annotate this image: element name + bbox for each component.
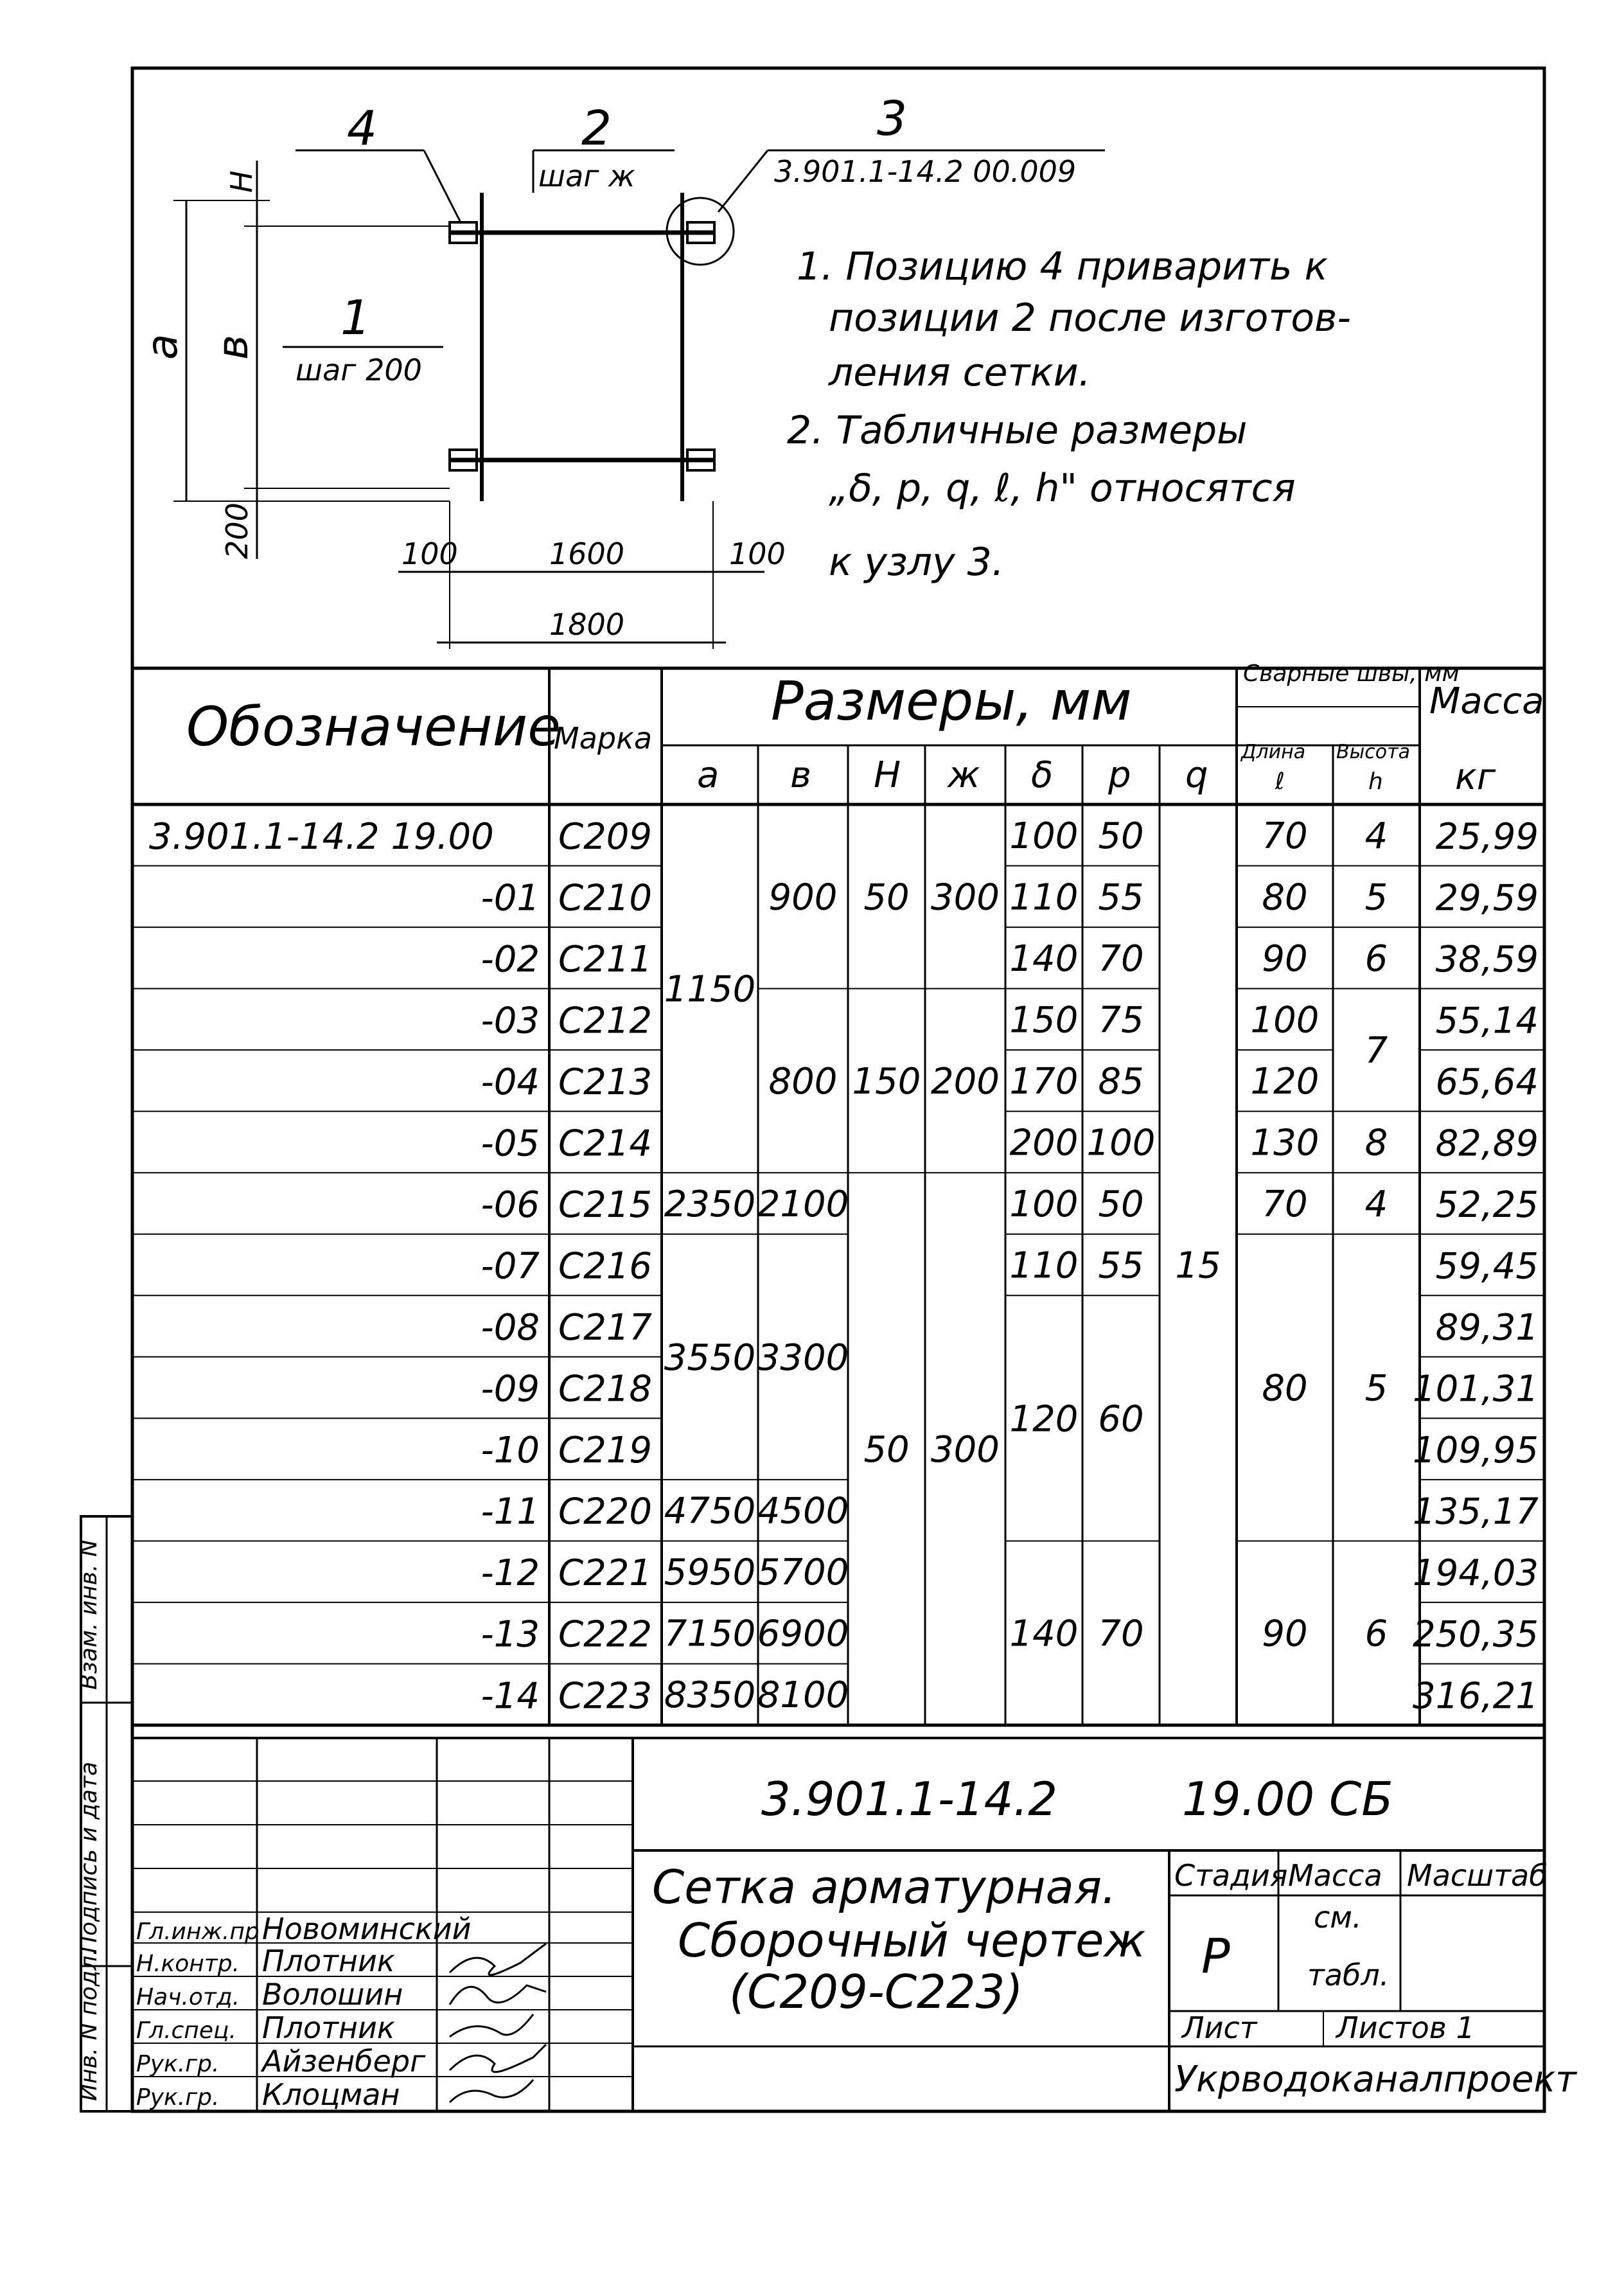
weld-length-cell: 120	[1250, 1060, 1320, 1103]
delta-cell: 200	[1009, 1122, 1079, 1164]
weld-height-cell: 6	[1364, 1613, 1388, 1655]
side-stamp-inv-repl: Взам. инв. N	[76, 1539, 102, 1690]
designation-cell: 3.901.1-14.2 19.00	[149, 815, 494, 858]
designation-cell: -07	[481, 1245, 540, 1288]
callout-3-number: 3	[877, 91, 908, 146]
stage-value: Р	[1201, 1929, 1230, 1984]
signature-3	[450, 2014, 533, 2037]
mark-cell: С222	[558, 1613, 652, 1656]
stage-label: Стадия	[1174, 1858, 1288, 1893]
doc-code: 3.901.1-14.2	[761, 1772, 1058, 1826]
designation-cell: -02	[481, 938, 540, 980]
mass-cell: 38,59	[1435, 938, 1539, 980]
callout-3-leader	[718, 150, 768, 212]
mark-cell: С220	[558, 1491, 652, 1533]
merged-cells	[662, 815, 1420, 1716]
h-cell: 50	[863, 876, 910, 919]
mass-cell: 135,17	[1413, 1491, 1539, 1533]
mark-cell: С209	[558, 815, 652, 858]
hdr-a: a	[697, 754, 719, 796]
note-line-3: ления сетки.	[829, 350, 1091, 395]
designation-cell: -09	[481, 1368, 540, 1410]
hdr-h: H	[874, 754, 901, 796]
mass-cell: 55,14	[1435, 1000, 1539, 1042]
mark-cell: С212	[558, 1000, 652, 1042]
hdr-length-sym: ℓ	[1275, 768, 1285, 795]
mass-cell: 101,31	[1413, 1368, 1539, 1410]
hdr-height-sym: h	[1368, 768, 1383, 795]
designation-cell: -10	[481, 1430, 540, 1472]
dim-a-label: a	[137, 333, 187, 360]
hdr-welds: Сварные швы, мм	[1243, 661, 1460, 687]
hdr-zh: ж	[948, 754, 980, 796]
delta-cell: 150	[1009, 999, 1079, 1042]
mass-cell: 59,45	[1435, 1245, 1539, 1288]
staff-role: Гл.инж.пр	[136, 1919, 260, 1945]
p-cell: 75	[1098, 999, 1144, 1042]
staff-list	[136, 1911, 472, 2112]
mass-label: Масса	[1288, 1858, 1382, 1893]
sheet-label: Лист	[1182, 2010, 1257, 2045]
weld-length-cell: 80	[1262, 1367, 1308, 1410]
mass-value-1: см.	[1314, 1900, 1362, 1935]
title-line-1: Сетка арматурная.	[652, 1860, 1116, 1914]
staff-role: Гл.спец.	[136, 2017, 236, 2044]
callout-2-pitch: шаг ж	[538, 159, 635, 193]
designation-cell: -06	[481, 1184, 540, 1226]
delta-cell: 100	[1009, 1183, 1079, 1225]
mark-cell: С221	[558, 1552, 652, 1595]
mass-cell: 194,03	[1413, 1552, 1539, 1595]
delta-cell: 100	[1009, 815, 1079, 857]
side-stamp-inv-orig: Инв. N подл.	[76, 1948, 102, 2101]
hdr-p: р	[1108, 754, 1131, 796]
hdr-mark: Марка	[554, 721, 653, 756]
mark-cell: С218	[558, 1368, 652, 1410]
col-mark	[549, 816, 662, 1717]
hdr-delta: δ	[1031, 754, 1054, 796]
hdr-kg: кг	[1455, 756, 1496, 798]
staff-role: Н.контр.	[136, 1951, 240, 1977]
hdr-b: в	[790, 754, 812, 796]
mass-cell: 29,59	[1435, 877, 1539, 919]
a-cell: 8350	[664, 1674, 756, 1717]
delta-cell: 170	[1009, 1060, 1079, 1103]
hdr-sizes: Размеры, мм	[771, 670, 1132, 732]
callout-4-leader	[424, 150, 461, 224]
callout-1-pitch: шаг 200	[296, 353, 422, 387]
q-cell: 15	[1175, 1245, 1221, 1287]
staff-name: Плотник	[262, 1944, 395, 1978]
delta-cell: 110	[1009, 1245, 1079, 1287]
p-cell: 60	[1098, 1398, 1144, 1441]
weld-height-cell: 4	[1364, 815, 1388, 857]
h-cell: 150	[852, 1060, 921, 1103]
hdr-q: q	[1185, 754, 1208, 796]
a-cell: 4750	[664, 1490, 756, 1532]
p-cell: 55	[1098, 876, 1144, 919]
staff-role: Нач.отд.	[136, 1984, 240, 2010]
col-mass	[1413, 816, 1544, 1717]
weld-height-cell: 8	[1364, 1122, 1388, 1164]
dim-b-label: в	[208, 335, 258, 360]
p-cell: 70	[1098, 1613, 1144, 1655]
designation-cell: -04	[481, 1061, 540, 1103]
b-cell: 4500	[757, 1490, 849, 1532]
h-cell: 50	[863, 1429, 910, 1471]
staff-name: Клоцман	[262, 2077, 400, 2112]
mark-cell: С211	[558, 938, 652, 980]
mass-cell: 89,31	[1435, 1307, 1539, 1349]
title-block	[132, 1738, 1577, 2112]
sheets-label: Листов 1	[1336, 2010, 1475, 2045]
weld-length-cell: 80	[1262, 876, 1308, 919]
dim-1600-label: 1600	[549, 536, 625, 571]
mass-cell: 250,35	[1413, 1613, 1539, 1656]
b-cell: 2100	[757, 1183, 849, 1225]
note-line-5: „δ, р, q, ℓ, h" относятся	[829, 466, 1296, 511]
notes	[787, 244, 1351, 585]
hdr-mass: Масса	[1429, 680, 1544, 722]
callout-2-number: 2	[581, 101, 612, 156]
delta-cell: 110	[1009, 876, 1079, 919]
note-line-4: 2. Табличные размеры	[787, 408, 1248, 453]
p-cell: 50	[1098, 1183, 1144, 1225]
mark-cell: С223	[558, 1675, 652, 1717]
b-cell: 5700	[757, 1552, 849, 1594]
note-line-6: к узлу 3.	[829, 540, 1004, 585]
title-line-2: Сборочный чертеж	[678, 1913, 1146, 1967]
designation-cell: -03	[481, 1000, 540, 1042]
dim-h-label: H	[224, 170, 259, 193]
p-cell: 100	[1086, 1122, 1156, 1164]
zh-cell: 300	[931, 876, 1000, 919]
mass-cell: 65,64	[1435, 1061, 1539, 1103]
weld-height-cell: 6	[1364, 937, 1388, 980]
mark-cell: С213	[558, 1061, 652, 1103]
scale-label: Масштаб	[1407, 1858, 1548, 1893]
hdr-height: Высота	[1336, 741, 1410, 763]
hdr-designation: Обозначение	[186, 695, 561, 758]
b-cell: 6900	[757, 1613, 849, 1655]
zh-cell: 300	[931, 1429, 1000, 1471]
delta-cell: 140	[1009, 937, 1079, 980]
p-cell: 70	[1098, 937, 1144, 980]
dim-1800-label: 1800	[549, 607, 625, 642]
a-cell: 7150	[664, 1613, 756, 1655]
p-cell: 85	[1098, 1060, 1144, 1103]
signature-1	[450, 1944, 546, 1975]
mark-cell: С210	[558, 877, 652, 919]
weld-length-cell: 70	[1262, 815, 1308, 857]
delta-cell: 140	[1009, 1613, 1079, 1655]
signature-5	[450, 2080, 533, 2102]
mass-value-2: табл.	[1307, 1958, 1390, 1992]
staff-name: Новоминский	[262, 1911, 472, 1946]
designation-cell: -12	[481, 1552, 540, 1595]
callout-4-number: 4	[347, 101, 378, 156]
organization: Укрводоканалпроект	[1174, 2059, 1576, 2100]
mass-cell: 109,95	[1413, 1430, 1539, 1472]
b-cell: 800	[768, 1060, 838, 1103]
staff-name: Волошин	[262, 1977, 403, 2012]
mark-cell: С219	[558, 1430, 652, 1472]
designation-cell: -11	[481, 1491, 540, 1533]
weld-length-cell: 130	[1250, 1122, 1320, 1164]
mass-cell: 316,21	[1413, 1675, 1539, 1717]
designation-cell: -01	[481, 877, 540, 919]
signature-2	[450, 1985, 546, 2005]
callout-3-ref: 3.901.1-14.2 00.009	[774, 154, 1077, 189]
dim-100-left-label: 100	[402, 536, 458, 571]
mass-cell: 82,89	[1435, 1122, 1539, 1165]
staff-name: Айзенберг	[262, 2044, 426, 2079]
weld-length-cell: 90	[1262, 1613, 1308, 1655]
delta-cell: 120	[1009, 1398, 1079, 1441]
a-cell: 1150	[664, 968, 756, 1011]
weld-length-cell: 100	[1250, 999, 1320, 1042]
zh-cell: 200	[931, 1060, 1000, 1103]
mark-cell: С215	[558, 1184, 652, 1226]
hdr-length: Длина	[1241, 741, 1306, 763]
mark-cell: С217	[558, 1307, 652, 1349]
dim-200-label: 200	[220, 502, 254, 559]
staff-role: Рук.гр.	[136, 2084, 220, 2111]
col-designation	[132, 816, 549, 1717]
title-line-3: (С209-С223)	[729, 1965, 1023, 2019]
signature-4	[450, 2044, 546, 2072]
weld-height-cell: 7	[1364, 1030, 1388, 1072]
a-cell: 5950	[664, 1552, 756, 1594]
mark-cell: С214	[558, 1122, 652, 1165]
staff-name: Плотник	[262, 2010, 395, 2045]
side-stamp-sign-date: Подпись и дата	[76, 1761, 102, 1953]
spec-table	[132, 661, 1544, 1725]
mass-cell: 25,99	[1435, 815, 1539, 858]
staff-role: Рук.гр.	[136, 2051, 220, 2077]
note-line-2: позиции 2 после изготов-	[829, 296, 1352, 341]
weld-height-cell: 5	[1364, 876, 1388, 919]
p-cell: 55	[1098, 1245, 1144, 1287]
mark-cell: С216	[558, 1245, 652, 1288]
weld-height-cell: 5	[1364, 1367, 1388, 1410]
dim-100-right-label: 100	[729, 536, 786, 571]
a-cell: 2350	[664, 1183, 756, 1225]
b-cell: 8100	[757, 1674, 849, 1717]
a-cell: 3550	[664, 1336, 756, 1379]
callout-1-number: 1	[340, 290, 371, 346]
note-line-1: 1. Позицию 4 приварить к	[797, 244, 1328, 289]
weld-length-cell: 70	[1262, 1183, 1308, 1225]
mass-cell: 52,25	[1435, 1184, 1539, 1226]
b-cell: 900	[768, 876, 838, 919]
designation-cell: -14	[481, 1675, 540, 1717]
weld-length-cell: 90	[1262, 937, 1308, 980]
designation-cell: -05	[481, 1122, 540, 1165]
b-cell: 3300	[757, 1336, 849, 1379]
designation-cell: -13	[481, 1613, 540, 1656]
designation-cell: -08	[481, 1307, 540, 1349]
weld-height-cell: 4	[1364, 1183, 1388, 1225]
doc-suffix: 19.00 СБ	[1182, 1772, 1393, 1826]
p-cell: 50	[1098, 815, 1144, 857]
